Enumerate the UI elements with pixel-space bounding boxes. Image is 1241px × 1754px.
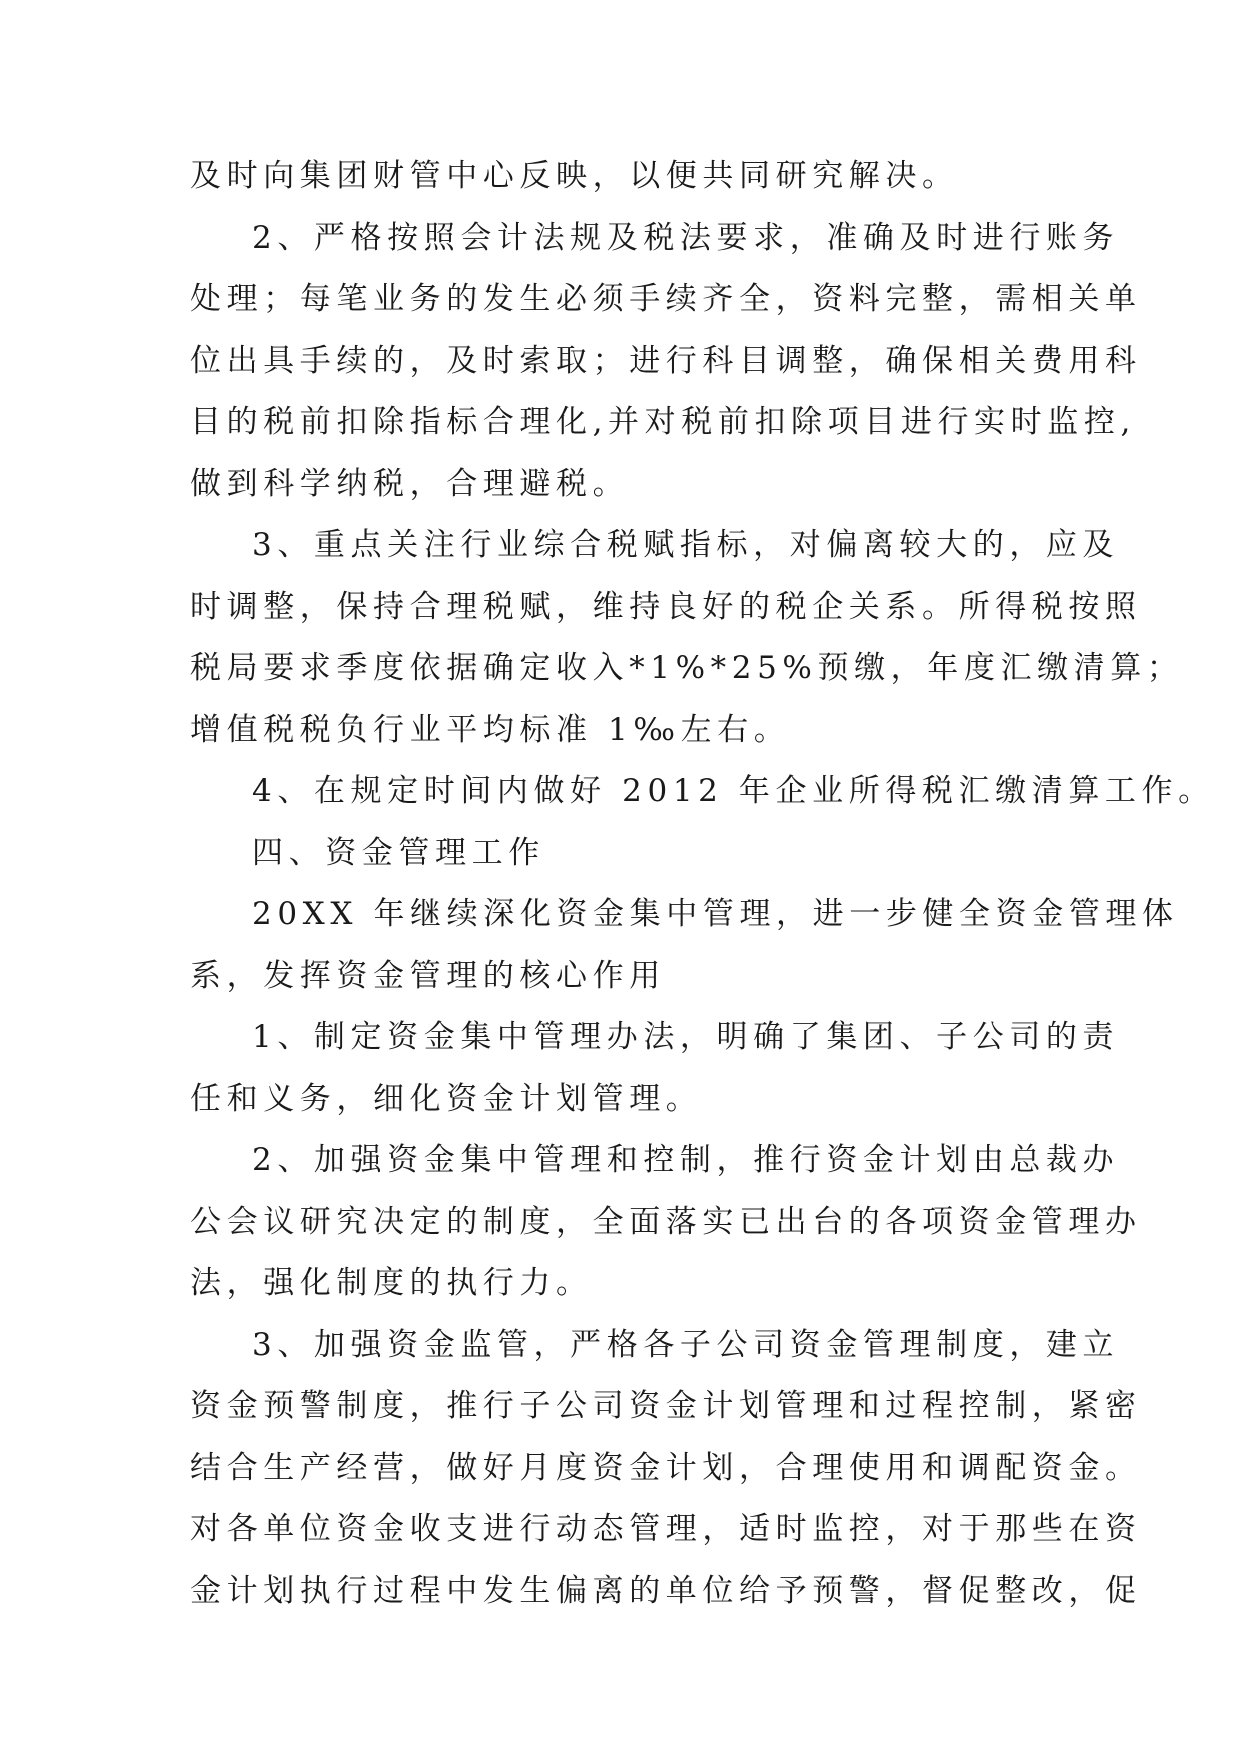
text-line: 1、制定资金集中管理办法，明确了集团、子公司的责	[252, 1019, 1120, 1055]
text-line: 处理；每笔业务的发生必须手续齐全，资料完整，需相关单	[190, 281, 1142, 317]
text-line: 位出具手续的，及时索取；进行科目调整，确保相关费用科	[190, 342, 1142, 379]
text-line: 金计划执行过程中发生偏离的单位给予预警，督促整改，促	[190, 1572, 1142, 1609]
text-line: 任和义务，细化资金计划管理。	[190, 1080, 703, 1117]
text-line: 3、重点关注行业综合税赋指标，对偏离较大的，应及	[252, 527, 1120, 563]
text-line: 系，发挥资金管理的核心作用	[190, 957, 666, 994]
text-line: 资金预警制度，推行子公司资金计划管理和过程控制，紧密	[190, 1388, 1142, 1424]
text-line: 时调整，保持合理税赋，维持良好的税企关系。所得税按照	[190, 588, 1142, 625]
document-body	[190, 146, 1215, 1622]
text-line: 20XX 年继续深化资金集中管理，进一步健全资金管理体	[252, 896, 1179, 932]
text-line: 对各单位资金收支进行动态管理，适时监控，对于那些在资	[190, 1511, 1142, 1547]
section-heading: 四、资金管理工作	[252, 834, 545, 871]
text-line: 目的税前扣除指标合理化,并对税前扣除项目进行实时监控,	[190, 404, 1136, 440]
text-line: 增值税税负行业平均标准 1‰左右。	[190, 711, 791, 748]
text-line: 3、加强资金监管，严格各子公司资金管理制度，建立	[252, 1326, 1120, 1363]
text-line: 及时向集团财管中心反映，以便共同研究解决。	[190, 158, 959, 194]
text-line: 做到科学纳税，合理避税。	[190, 465, 630, 502]
text-line: 税局要求季度依据确定收入*1%*25%预缴，年度汇缴清算；	[190, 650, 1184, 686]
text-line: 法，强化制度的执行力。	[190, 1265, 593, 1301]
text-line: 公会议研究决定的制度，全面落实已出台的各项资金管理办	[190, 1203, 1142, 1240]
text-line: 2、严格按照会计法规及税法要求，准确及时进行账务	[252, 219, 1120, 256]
text-line: 4、在规定时间内做好 2012 年企业所得税汇缴清算工作。	[252, 773, 1215, 809]
text-line: 2、加强资金集中管理和控制，推行资金计划由总裁办	[252, 1142, 1120, 1178]
text-line: 结合生产经营，做好月度资金计划，合理使用和调配资金。	[190, 1449, 1142, 1486]
